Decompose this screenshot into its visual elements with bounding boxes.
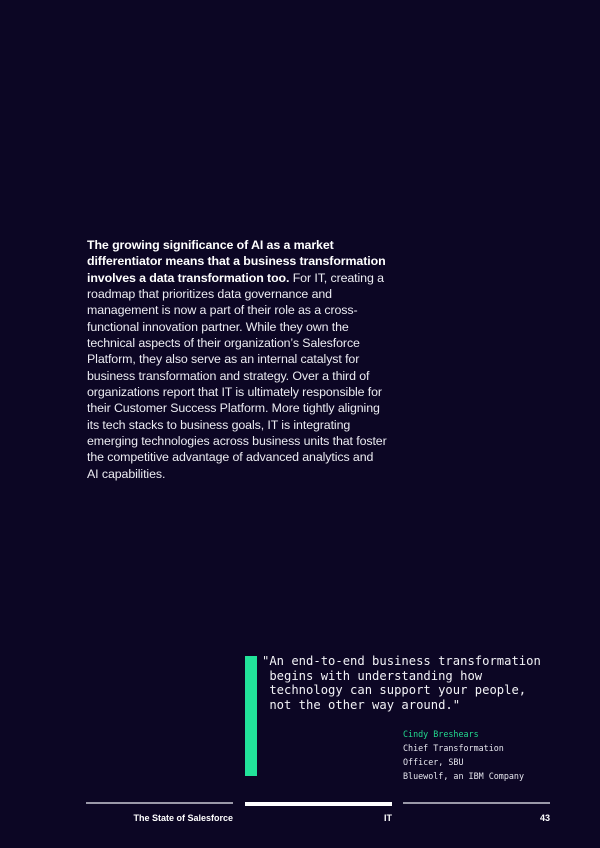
attribution-title-1: Chief Transformation bbox=[403, 742, 504, 753]
lead-sentence: The growing significance of AI as a market differentiator means that a business transformation involves a data transformation too. bbox=[87, 238, 386, 285]
footer-publication: The State of Salesforce bbox=[133, 813, 233, 823]
attribution-name: Cindy Breshears bbox=[403, 729, 479, 739]
footer-rule-page bbox=[403, 802, 550, 804]
quote-accent-bar bbox=[245, 656, 257, 776]
attribution-company: Bluewolf, an IBM Company bbox=[403, 770, 525, 781]
footer-section: IT bbox=[384, 813, 392, 823]
attribution-title-2: Officer, SBU bbox=[403, 756, 464, 767]
pull-quote: "An end-to-end business transformation begins with understanding how technology can support your people, not the other way around." bbox=[262, 654, 541, 712]
footer-rule-section bbox=[245, 802, 392, 806]
footer-page-number: 43 bbox=[539, 813, 550, 823]
body-text: For IT, creating a roadmap that prioritizes data governance and management is now a part of their role as a cross-functional innovation partner. While they own the technical aspects of their organization’s Salesforce Platform, they also serve as an internal catalyst for business transformation and strategy. Over a third of organizations report that IT is ultimately responsible for their Customer Success Platform. More tightly aligning its tech stacks to business goals, IT is integrating emerging technologies across business units that foster the competitive advantage of advanced analytics and AI capabilities. bbox=[87, 270, 387, 481]
body-paragraph bbox=[87, 237, 387, 482]
footer-rule-publication bbox=[86, 802, 233, 804]
quote-attribution bbox=[403, 728, 524, 784]
